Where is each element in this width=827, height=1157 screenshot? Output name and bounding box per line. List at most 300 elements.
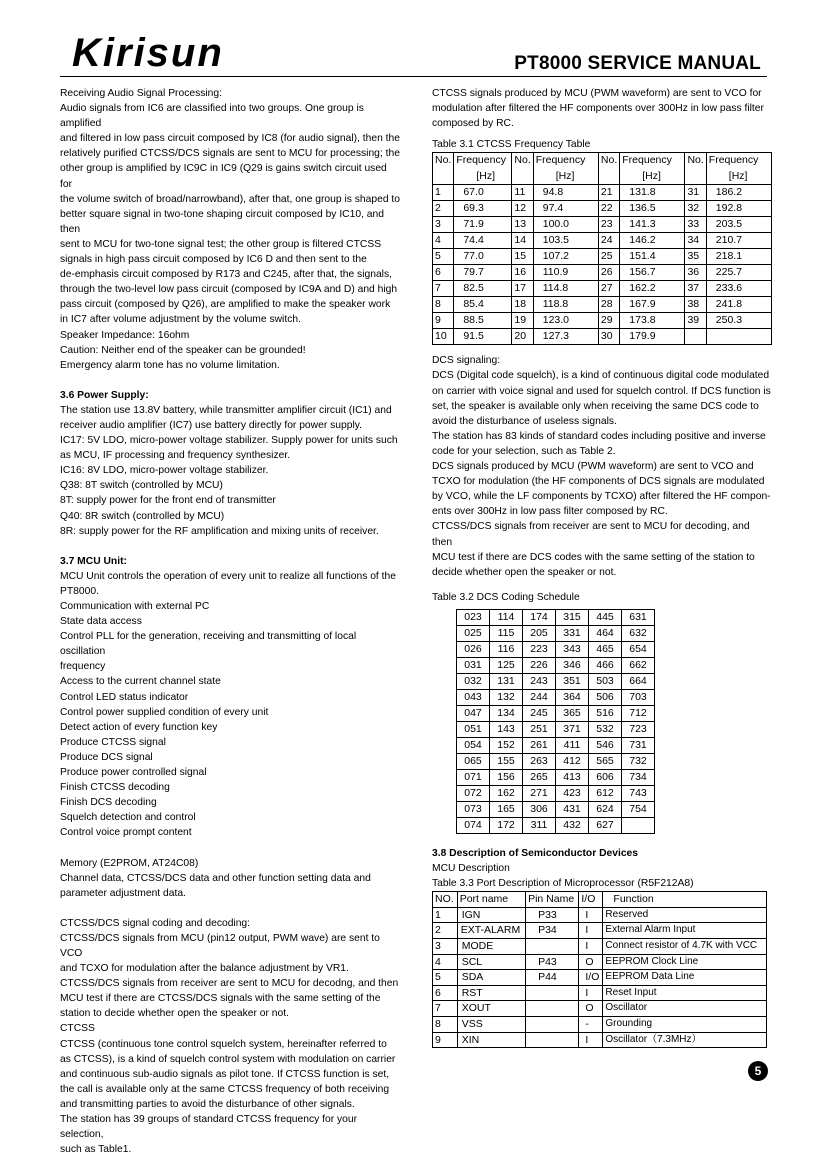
text-line: relatively purified CTCSS/DCS signals are sent to MCU for processing; the: [60, 148, 400, 160]
dcs-coding-table: [456, 609, 655, 834]
table-cell: 7: [433, 281, 454, 297]
table-cell: 26: [598, 265, 619, 281]
table-cell: 31: [685, 185, 706, 201]
table-cell: 131: [490, 673, 523, 689]
text-line: parameter adjustment data.: [60, 887, 186, 899]
table-cell: VSS: [457, 1016, 525, 1032]
table-cell: [706, 329, 771, 345]
text-line: MCU test if there are CTCSS/DCS signals with the same setting of the: [60, 993, 381, 1005]
table-row: [433, 907, 767, 923]
table-cell: 265: [523, 769, 556, 785]
table-cell: I: [579, 1032, 603, 1048]
text-line: The station has 83 kinds of standard codes including positive and inverse: [432, 430, 766, 442]
table-cell: 205: [523, 625, 556, 641]
table-cell: 186.2: [706, 185, 771, 201]
table-cell: 331: [556, 625, 589, 641]
table-cell: 743: [622, 785, 655, 801]
table-row: [433, 1016, 767, 1032]
table-cell: 172: [490, 817, 523, 833]
table-row: [457, 609, 655, 625]
table-cell: 411: [556, 737, 589, 753]
text-line: CTCSS (continuous tone control squelch system, hereinafter referred to: [60, 1038, 387, 1050]
table-cell: 245: [523, 705, 556, 721]
text-line: and transmitting parties to avoid the disturbance of other signals.: [60, 1098, 355, 1110]
table-cell: 38: [685, 297, 706, 313]
table-cell: 155: [490, 753, 523, 769]
text-line: in IC7 after volume adjustment by the volume switch.: [60, 314, 301, 326]
kirisun-logo: Kirisun: [72, 31, 224, 75]
table-row: [433, 297, 772, 313]
text-line: Squelch detection and control: [60, 812, 196, 824]
table-cell: 412: [556, 753, 589, 769]
table-cell: 141.3: [620, 217, 685, 233]
table-row: [457, 753, 655, 769]
ctcss-header-cell: No.: [512, 153, 533, 185]
table-cell: 36: [685, 265, 706, 281]
port-header-cell: Function: [603, 892, 767, 908]
text-line: Control voice prompt content: [60, 827, 192, 839]
table-cell: 33: [685, 217, 706, 233]
table-cell: [685, 329, 706, 345]
text-line: DCS (Digital code squelch), is a kind of continuous digital code modulated: [432, 370, 770, 382]
table-cell: 146.2: [620, 233, 685, 249]
text-line: Audio signals from IC6 are classified into two groups. One group is amplified: [60, 103, 364, 130]
table-cell: [526, 1001, 579, 1017]
table-cell: 19: [512, 313, 533, 329]
table-cell: 18: [512, 297, 533, 313]
ctcss-header-cell: Frequency [Hz]: [706, 153, 771, 185]
table-cell: 115: [490, 625, 523, 641]
table-cell: 431: [556, 801, 589, 817]
table-cell: 132: [490, 689, 523, 705]
text-line: MCU Unit controls the operation of every unit to realize all functions of the: [60, 570, 396, 582]
text-line: avoid the disturbance of useless signals.: [432, 415, 617, 427]
table-cell: 723: [622, 721, 655, 737]
table-cell: [622, 817, 655, 833]
text-line: Speaker Impedance: 16ohm: [60, 329, 190, 341]
table-cell: 29: [598, 313, 619, 329]
dcs-signaling-text: [432, 353, 772, 579]
table-cell: Oscillator（7.3MHz）: [603, 1032, 767, 1048]
table-cell: 30: [598, 329, 619, 345]
text-line: such as Table1.: [60, 1144, 132, 1156]
table-cell: 91.5: [454, 329, 512, 345]
page-number: 5: [748, 1061, 768, 1081]
text-line: as CTCSS), is a kind of squelch control system with modulation on carrier: [60, 1053, 396, 1065]
text-line: CTCSS: [60, 1023, 95, 1035]
text-line: PT8000.: [60, 585, 99, 597]
table-cell: Reset Input: [603, 985, 767, 1001]
table-row: [433, 313, 772, 329]
table-cell: 123.0: [533, 313, 598, 329]
text-line: and TCXO for modulation after the balance adjustment by VR1.: [60, 963, 349, 975]
table-cell: 632: [622, 625, 655, 641]
table-cell: 69.3: [454, 201, 512, 217]
table-cell: 82.5: [454, 281, 512, 297]
text-line: sent to MCU for two-tone signal test; the other group is filtered CTCSS: [60, 238, 382, 250]
text-line: receiver audio amplifier (IC7) use battery directly for power supply.: [60, 419, 362, 431]
table-cell: 445: [589, 609, 622, 625]
text-line: on carrier with voice signal and used for squelch control. If DCS function is: [432, 385, 771, 397]
table-cell: 250.3: [706, 313, 771, 329]
ctcss-header-cell: Frequency [Hz]: [533, 153, 598, 185]
text-line: DCS signals produced by MCU (PWM waveform) are sent to VCO and: [432, 461, 754, 473]
table-cell: 15: [512, 249, 533, 265]
table-cell: 21: [598, 185, 619, 201]
table-cell: IGN: [457, 907, 525, 923]
text-line: Emergency alarm tone has no volume limitation.: [60, 359, 280, 371]
table-cell: 2: [433, 923, 458, 939]
table-cell: 241.8: [706, 297, 771, 313]
table-cell: Oscillator: [603, 1001, 767, 1017]
text-line: better square signal in two-tone shaping circuit composed by IC10, and then: [60, 208, 384, 235]
table-cell: 054: [457, 737, 490, 753]
table-cell: 218.1: [706, 249, 771, 265]
table-cell: 94.8: [533, 185, 598, 201]
memory-section: [60, 856, 400, 901]
table-cell: 32: [685, 201, 706, 217]
table-cell: 233.6: [706, 281, 771, 297]
text-line: Q40: 8R switch (controlled by MCU): [60, 510, 225, 522]
table-cell: 6: [433, 265, 454, 281]
table-cell: 14: [512, 233, 533, 249]
text-line: CTCSS/DCS signals from MCU (pin12 output, PWM wave) are sent to VCO: [60, 932, 380, 959]
table-cell: 67.0: [454, 185, 512, 201]
table-cell: RST: [457, 985, 525, 1001]
mcu-description-label: MCU Description: [432, 862, 510, 874]
text-line: CTCSS/DCS signal coding and decoding:: [60, 917, 251, 929]
table-cell: 423: [556, 785, 589, 801]
table-cell: I/O: [579, 970, 603, 986]
table-row: [433, 923, 767, 939]
text-line: signals in high pass circuit composed by IC6 D and then sent to the: [60, 254, 367, 266]
table-cell: 031: [457, 657, 490, 673]
text-line: Finish DCS decoding: [60, 797, 157, 809]
table-cell: 125: [490, 657, 523, 673]
port-description-table: [432, 891, 767, 1048]
table-cell: 3: [433, 938, 458, 954]
table-cell: 251: [523, 721, 556, 737]
table-cell: 703: [622, 689, 655, 705]
table-cell: EEPROM Data Line: [603, 970, 767, 986]
table-cell: 131.8: [620, 185, 685, 201]
table-cell: 7: [433, 1001, 458, 1017]
table-row: [433, 233, 772, 249]
table-cell: I: [579, 923, 603, 939]
table-cell: 073: [457, 801, 490, 817]
table-cell: 032: [457, 673, 490, 689]
table-cell: P34: [526, 923, 579, 939]
table-cell: I: [579, 938, 603, 954]
table-cell: 263: [523, 753, 556, 769]
text-line: the call is available only at the same CTCSS frequency of both receiving: [60, 1083, 390, 1095]
table-row: [457, 801, 655, 817]
text-line: Receiving Audio Signal Processing:: [60, 88, 222, 99]
table-cell: 311: [523, 817, 556, 833]
text-line: Produce DCS signal: [60, 751, 153, 763]
text-line: Produce CTCSS signal: [60, 736, 166, 748]
table-cell: 074: [457, 817, 490, 833]
table-row: [457, 625, 655, 641]
table-row: [457, 641, 655, 657]
signal-coding-section: [60, 916, 400, 1157]
table-cell: XIN: [457, 1032, 525, 1048]
table-cell: 8: [433, 297, 454, 313]
table-cell: External Alarm Input: [603, 923, 767, 939]
table-cell: [526, 1016, 579, 1032]
table-cell: 243: [523, 673, 556, 689]
table-cell: 244: [523, 689, 556, 705]
text-line: CTCSS/DCS signals from receiver are sent to MCU for decodng, and then: [60, 978, 399, 990]
table-cell: 051: [457, 721, 490, 737]
table-cell: Connect resistor of 4.7K with VCC: [603, 938, 767, 954]
port-table-caption: Table 3.3 Port Description of Microprocessor (R5F212A8): [432, 878, 694, 890]
table-cell: 79.7: [454, 265, 512, 281]
text-line: Channel data, CTCSS/DCS data and other function setting data and: [60, 872, 371, 884]
table-cell: 13: [512, 217, 533, 233]
table-cell: 732: [622, 753, 655, 769]
text-line: IC17: 5V LDO, micro-power voltage stabilizer. Supply power for units such: [60, 435, 398, 447]
port-header-cell: Port name: [457, 892, 525, 908]
text-line: Access to the current channel state: [60, 676, 221, 688]
manual-title: PT8000 SERVICE MANUAL: [514, 53, 761, 74]
table-cell: 71.9: [454, 217, 512, 233]
table-cell: 351: [556, 673, 589, 689]
table-cell: -: [579, 1016, 603, 1032]
table-cell: 179.9: [620, 329, 685, 345]
table-cell: 226: [523, 657, 556, 673]
text-line: set, the speaker is available only when receiving the same DCS code to: [432, 400, 759, 412]
table-cell: 97.4: [533, 201, 598, 217]
table-cell: 9: [433, 1032, 458, 1048]
table-cell: 6: [433, 985, 458, 1001]
ctcss-header-cell: Frequency [Hz]: [454, 153, 512, 185]
text-line: Communication with external PC: [60, 601, 210, 612]
table-cell: P33: [526, 907, 579, 923]
table-cell: SCL: [457, 954, 525, 970]
table-row: [433, 329, 772, 345]
text-line: Control PLL for the generation, receiving and transmitting of local oscillation: [60, 631, 357, 658]
table-cell: 114: [490, 609, 523, 625]
table-cell: 3: [433, 217, 454, 233]
table-row: [457, 769, 655, 785]
text-line: by VCO, while the LF components by TCXO) after filtered the HF compon-: [432, 491, 771, 503]
table-cell: 565: [589, 753, 622, 769]
table-cell: 8: [433, 1016, 458, 1032]
text-line: 8R: supply power for the RF amplification and mixing units of receiver.: [60, 525, 379, 537]
table-row: [433, 1032, 767, 1048]
table-row: [433, 217, 772, 233]
table-cell: 606: [589, 769, 622, 785]
table-cell: I: [579, 907, 603, 923]
text-line: modulation after filtered the HF components over 300Hz in low pass filter: [432, 103, 764, 115]
text-line: the volume switch of broad/narrowband), after that, one group is shaped to: [60, 193, 400, 205]
text-line: Q38: 8T switch (controlled by MCU): [60, 480, 223, 492]
table-cell: 223: [523, 641, 556, 657]
table-cell: 85.4: [454, 297, 512, 313]
table-cell: 346: [556, 657, 589, 673]
table-cell: P43: [526, 954, 579, 970]
text-line: DCS signaling:: [432, 355, 501, 367]
table-cell: 1: [433, 185, 454, 201]
table-cell: MODE: [457, 938, 525, 954]
table-cell: 271: [523, 785, 556, 801]
table-cell: 072: [457, 785, 490, 801]
table-cell: 28: [598, 297, 619, 313]
table-cell: 306: [523, 801, 556, 817]
table-cell: 37: [685, 281, 706, 297]
text-line: de-emphasis circuit composed by R173 and C245, after that, the signals,: [60, 269, 392, 281]
table-cell: 116: [490, 641, 523, 657]
table-cell: 10: [433, 329, 454, 345]
text-line: Caution: Neither end of the speaker can be grounded!: [60, 344, 306, 356]
table-cell: 754: [622, 801, 655, 817]
table-cell: 88.5: [454, 313, 512, 329]
table-cell: Reserved: [603, 907, 767, 923]
table-row: [433, 985, 767, 1001]
table-cell: 503: [589, 673, 622, 689]
table-cell: 118.8: [533, 297, 598, 313]
ctcss-table-caption: Table 3.1 CTCSS Frequency Table: [432, 139, 591, 151]
table-cell: 192.8: [706, 201, 771, 217]
text-line: CTCSS signals produced by MCU (PWM waveform) are sent to VCO for: [432, 88, 762, 99]
table-cell: 20: [512, 329, 533, 345]
ctcss-header-cell: No.: [685, 153, 706, 185]
table-cell: 025: [457, 625, 490, 641]
table-cell: P44: [526, 970, 579, 986]
text-line: station to decide whether open the speaker or not.: [60, 1008, 289, 1020]
table-row: [433, 938, 767, 954]
table-cell: 74.4: [454, 233, 512, 249]
table-cell: 065: [457, 753, 490, 769]
table-cell: 466: [589, 657, 622, 673]
table-cell: 22: [598, 201, 619, 217]
table-cell: 734: [622, 769, 655, 785]
table-row: [457, 785, 655, 801]
text-line: The station use 13.8V battery, while transmitter amplifier circuit (IC1) and: [60, 404, 392, 416]
text-line: pass circuit (composed by Q26), are amplified to make the speaker work: [60, 299, 391, 311]
power-supply-heading: 3.6 Power Supply:: [60, 389, 149, 401]
receiving-audio-section: [60, 86, 400, 373]
table-cell: 365: [556, 705, 589, 721]
header-rule: [60, 76, 767, 77]
table-cell: 100.0: [533, 217, 598, 233]
port-header-cell: NO.: [433, 892, 458, 908]
table-row: [457, 817, 655, 833]
table-cell: 107.2: [533, 249, 598, 265]
table-cell: 624: [589, 801, 622, 817]
table-row: [457, 673, 655, 689]
text-line: IC16: 8V LDO, micro-power voltage stabilizer.: [60, 465, 269, 477]
text-line: CTCSS/DCS signals from receiver are sent to MCU for decoding, and then: [432, 521, 750, 548]
port-header-cell: Pin Name: [526, 892, 579, 908]
text-line: Control LED status indicator: [60, 691, 189, 703]
table-row: [457, 721, 655, 737]
text-line: as MCU, IF processing and frequency synthesizer.: [60, 450, 291, 462]
table-row: [457, 705, 655, 721]
table-cell: 203.5: [706, 217, 771, 233]
table-cell: 712: [622, 705, 655, 721]
table-cell: O: [579, 1001, 603, 1017]
table-row: [433, 954, 767, 970]
table-cell: 11: [512, 185, 533, 201]
table-cell: 506: [589, 689, 622, 705]
table-cell: 026: [457, 641, 490, 657]
table-cell: 127.3: [533, 329, 598, 345]
text-line: The station has 39 groups of standard CTCSS frequency for your selection,: [60, 1114, 358, 1141]
table-row: [433, 281, 772, 297]
semiconductor-heading: 3.8 Description of Semiconductor Devices: [432, 847, 638, 859]
table-cell: 16: [512, 265, 533, 281]
table-cell: 4: [433, 954, 458, 970]
table-cell: O: [579, 954, 603, 970]
table-cell: 546: [589, 737, 622, 753]
table-cell: 103.5: [533, 233, 598, 249]
table-cell: 631: [622, 609, 655, 625]
table-cell: 210.7: [706, 233, 771, 249]
table-cell: 465: [589, 641, 622, 657]
table-cell: 516: [589, 705, 622, 721]
table-cell: [526, 985, 579, 1001]
table-cell: 162.2: [620, 281, 685, 297]
table-row: [433, 970, 767, 986]
table-cell: 77.0: [454, 249, 512, 265]
right-column: [432, 86, 772, 1048]
text-line: Produce power controlled signal: [60, 767, 207, 779]
table-cell: 364: [556, 689, 589, 705]
table-cell: XOUT: [457, 1001, 525, 1017]
table-cell: 612: [589, 785, 622, 801]
table-cell: 654: [622, 641, 655, 657]
table-row: [433, 1001, 767, 1017]
text-line: ents over 300Hz in low pass filter composed by RC.: [432, 506, 668, 518]
text-line: Memory (E2PROM, AT24C08): [60, 857, 199, 869]
text-line: code for your selection, such as Table 2.: [432, 445, 616, 457]
text-line: State data access: [60, 616, 142, 628]
text-line: other group is amplified by IC9C in IC9 (Q29 is gains switch circuit used for: [60, 163, 387, 190]
table-cell: 071: [457, 769, 490, 785]
table-cell: 136.5: [620, 201, 685, 217]
table-cell: EEPROM Clock Line: [603, 954, 767, 970]
text-line: TCXO for modulation (the HF components of DCS signals are modulated: [432, 476, 765, 488]
table-cell: SDA: [457, 970, 525, 986]
table-cell: 174: [523, 609, 556, 625]
text-line: composed by RC.: [432, 118, 514, 130]
table-cell: 371: [556, 721, 589, 737]
text-line: and filtered in low pass circuit composed by IC8 (for audio signal), then the: [60, 133, 400, 145]
table-cell: 151.4: [620, 249, 685, 265]
table-cell: 173.8: [620, 313, 685, 329]
table-cell: 047: [457, 705, 490, 721]
mcu-unit-section: [60, 569, 400, 841]
port-header-cell: I/O: [579, 892, 603, 908]
table-cell: 9: [433, 313, 454, 329]
table-cell: 143: [490, 721, 523, 737]
table-cell: 152: [490, 737, 523, 753]
ctcss-header-cell: No.: [433, 153, 454, 185]
table-cell: 432: [556, 817, 589, 833]
table-cell: 17: [512, 281, 533, 297]
table-row: [433, 249, 772, 265]
table-row: [457, 689, 655, 705]
text-line: through the two-level low pass circuit (composed by IC9A and D) and high: [60, 284, 398, 296]
text-line: Control power supplied condition of every unit: [60, 706, 269, 718]
table-cell: 114.8: [533, 281, 598, 297]
table-cell: 110.9: [533, 265, 598, 281]
table-cell: 662: [622, 657, 655, 673]
table-cell: 156.7: [620, 265, 685, 281]
text-line: frequency: [60, 661, 106, 673]
